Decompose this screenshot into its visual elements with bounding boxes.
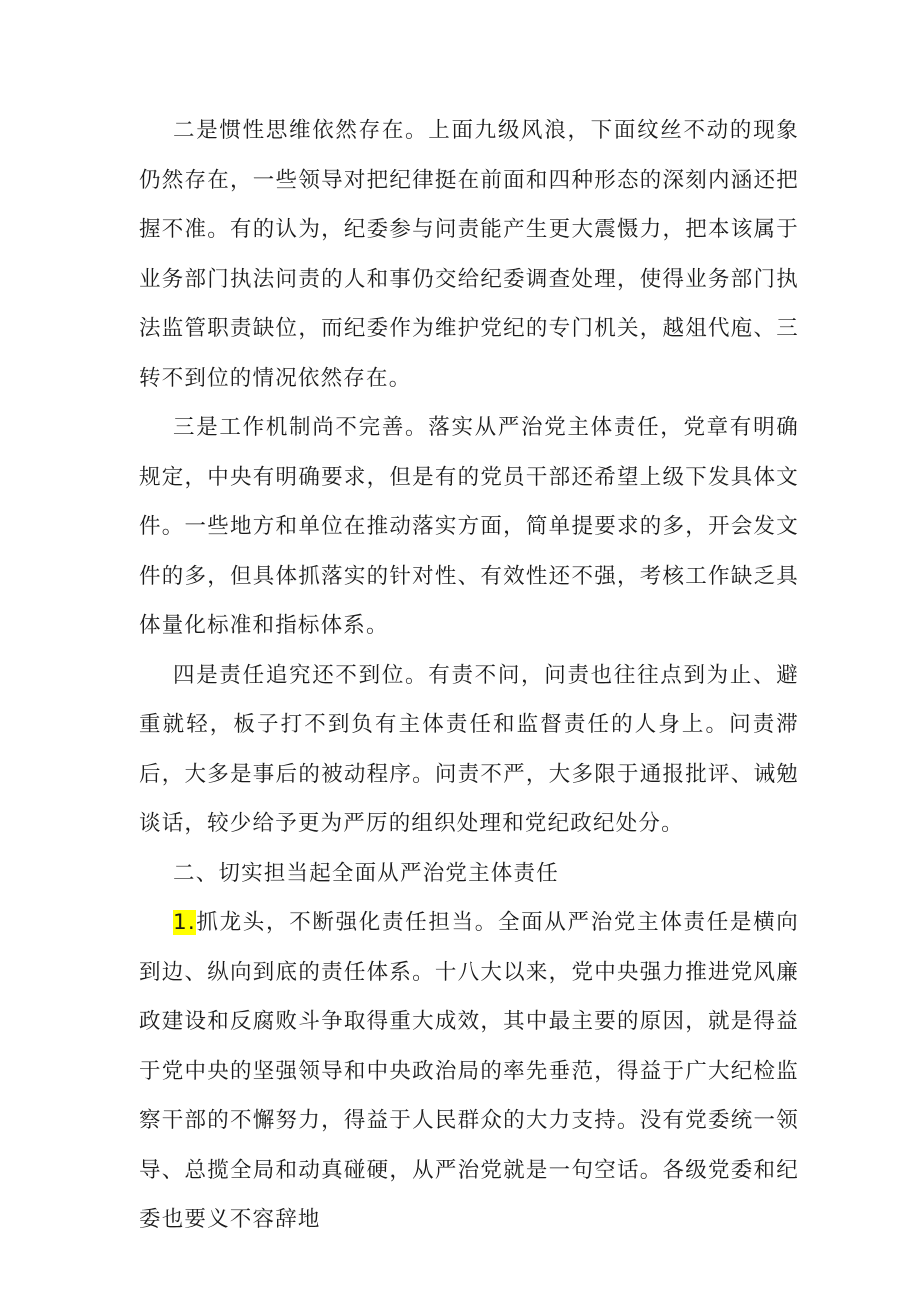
document-page: [139, 106, 799, 1245]
item-number-highlight: 1.: [173, 910, 196, 935]
paragraph-accountability: 四是责任追究还不到位。有责不问，问责也往往点到为止、避重就轻，板子打不到负有主体责任和监督责任的人身上。问责滞后，大多是事后的被动程序。问责不严，大多限于通报批评、诫勉谈话，较少给予更为严厉的组织处理和党纪政纪处分。: [139, 662, 799, 836]
section-heading: 二、切实担当起全面从严治党主体责任: [173, 860, 559, 886]
list-item-1: [139, 898, 799, 1245]
item-text: 抓龙头，不断强化责任担当。全面从严治党主体责任是横向到边、纵向到底的责任体系。十八大以来，党中央强力推进党风廉政建设和反腐败斗争取得重大成效，其中最主要的原因，就是得益于党中央的坚强领导和中央政治局的率先垂范，得益于广大纪检监察干部的不懈努力，得益于人民群众的大力支持。没有党委统一领导、总揽全局和动真碰硬，从严治党就是一句空话。各级党委和纪委也要义不容辞地: [139, 910, 799, 1232]
paragraph-work-mechanism: 三是工作机制尚不完善。落实从严治党主体责任，党章有明确规定，中央有明确要求，但是有的党员干部还希望上级下发具体文件。一些地方和单位在推动落实方面，简单提要求的多，开会发文件的多，但具体抓落实的针对性、有效性还不强，考核工作缺乏具体量化标准和指标体系。: [139, 415, 799, 638]
paragraph-inertial-thinking: 二是惯性思维依然存在。上面九级风浪，下面纹丝不动的现象仍然存在，一些领导对把纪律挺在前面和四种形态的深刻内涵还把握不准。有的认为，纪委参与问责能产生更大震慑力，把本该属于业务部门执法问责的人和事仍交给纪委调查处理，使得业务部门执法监管职责缺位，而纪委作为维护党纪的专门机关，越俎代庖、三转不到位的情况依然存在。: [139, 118, 799, 391]
